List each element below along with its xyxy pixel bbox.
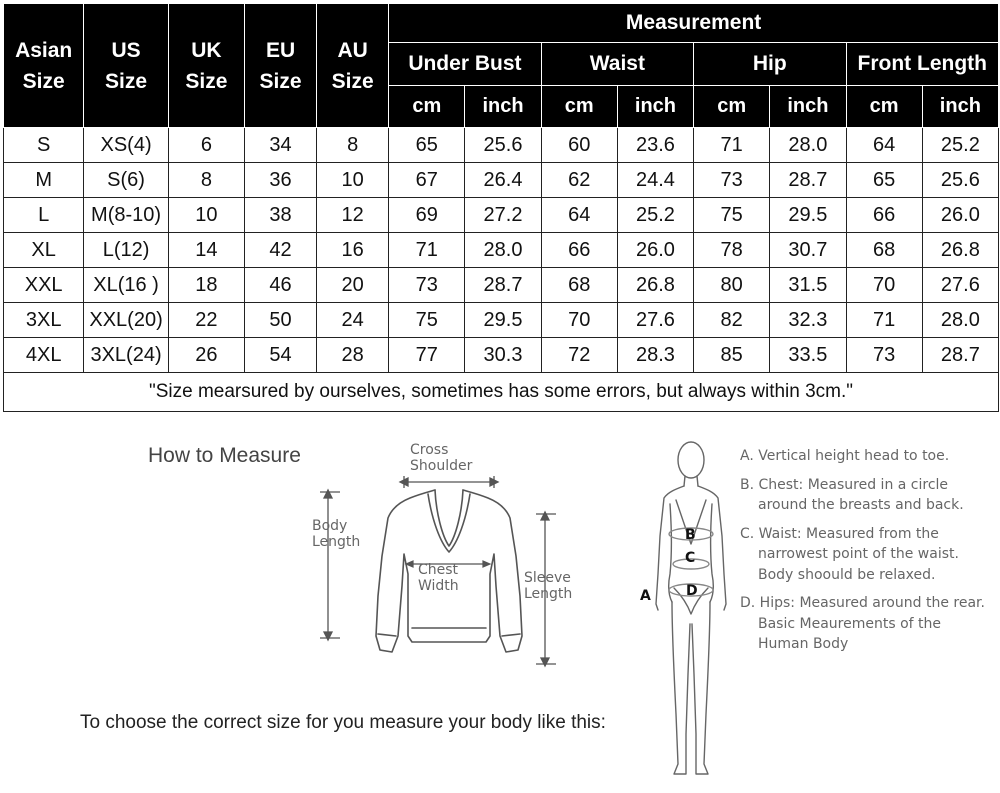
table-body (4, 128, 999, 412)
cell-under-bust-cm: 75 (389, 303, 465, 338)
marker-c: C (685, 550, 696, 566)
cell-eu-size: 54 (245, 338, 317, 373)
header-eu-size: EU Size (245, 4, 317, 128)
cell-hip-cm: 80 (694, 268, 770, 303)
cell-front-length-inch: 26.0 (922, 198, 998, 233)
cell-uk-size: 18 (168, 268, 244, 303)
header-asian-size: Asian Size (4, 4, 84, 128)
table-row (4, 303, 999, 338)
cell-front-length-inch: 27.6 (922, 268, 998, 303)
cell-front-length-cm: 73 (846, 338, 922, 373)
cell-us-size: S(6) (84, 163, 168, 198)
cell-au-size: 8 (317, 128, 389, 163)
cell-waist-cm: 72 (541, 338, 617, 373)
cell-au-size: 16 (317, 233, 389, 268)
garment-diagram (300, 436, 600, 676)
cell-uk-size: 8 (168, 163, 244, 198)
header-au-size: AU Size (317, 4, 389, 128)
cell-au-size: 12 (317, 198, 389, 233)
cell-front-length-inch: 25.2 (922, 128, 998, 163)
marker-a: A (640, 588, 651, 604)
cell-hip-inch: 32.3 (770, 303, 846, 338)
cell-hip-cm: 73 (694, 163, 770, 198)
chest-width-label-2: Width (418, 578, 459, 594)
cell-hip-inch: 29.5 (770, 198, 846, 233)
header-unit-cm: cm (694, 86, 770, 128)
legend-item-c: C. Waist: Measured from the narrowest point of the waist. Body shoould be relaxed. (740, 525, 959, 583)
cell-front-length-inch: 28.0 (922, 303, 998, 338)
header-measurement: Measurement (389, 4, 999, 43)
cell-front-length-cm: 64 (846, 128, 922, 163)
cell-waist-cm: 66 (541, 233, 617, 268)
cell-front-length-cm: 70 (846, 268, 922, 303)
cell-front-length-cm: 71 (846, 303, 922, 338)
header-unit-inch: inch (922, 86, 998, 128)
cell-waist-cm: 62 (541, 163, 617, 198)
cell-under-bust-cm: 67 (389, 163, 465, 198)
cell-under-bust-inch: 28.0 (465, 233, 541, 268)
table-row (4, 163, 999, 198)
cell-uk-size: 10 (168, 198, 244, 233)
header-unit-cm: cm (541, 86, 617, 128)
header-front-length: Front Length (846, 43, 999, 86)
cell-waist-cm: 68 (541, 268, 617, 303)
marker-d: D (686, 583, 698, 599)
cell-hip-cm: 71 (694, 128, 770, 163)
cell-eu-size: 38 (245, 198, 317, 233)
cell-front-length-cm: 66 (846, 198, 922, 233)
sleeve-length-label-1: Sleeve (524, 570, 571, 586)
header-unit-inch: inch (617, 86, 693, 128)
cell-us-size: XXL(20) (84, 303, 168, 338)
cell-waist-inch: 23.6 (617, 128, 693, 163)
header-hip: Hip (694, 43, 846, 86)
cross-shoulder-label-1: Cross (410, 442, 449, 458)
how-to-measure-title: How to Measure (148, 444, 301, 467)
cell-hip-inch: 31.5 (770, 268, 846, 303)
cell-waist-cm: 70 (541, 303, 617, 338)
table-header (4, 4, 999, 128)
cell-us-size: M(8-10) (84, 198, 168, 233)
cell-uk-size: 6 (168, 128, 244, 163)
cell-hip-cm: 78 (694, 233, 770, 268)
marker-b: B (685, 527, 696, 543)
cell-hip-cm: 82 (694, 303, 770, 338)
cell-front-length-inch: 26.8 (922, 233, 998, 268)
cell-front-length-inch: 25.6 (922, 163, 998, 198)
cell-eu-size: 42 (245, 233, 317, 268)
cell-waist-inch: 26.8 (617, 268, 693, 303)
cell-asian-size: S (4, 128, 84, 163)
cell-eu-size: 46 (245, 268, 317, 303)
cell-au-size: 28 (317, 338, 389, 373)
cell-waist-inch: 25.2 (617, 198, 693, 233)
cross-shoulder-label-2: Shoulder (410, 458, 473, 474)
cell-under-bust-inch: 26.4 (465, 163, 541, 198)
cell-asian-size: XXL (4, 268, 84, 303)
cell-under-bust-inch: 27.2 (465, 198, 541, 233)
cell-under-bust-inch: 29.5 (465, 303, 541, 338)
cell-waist-inch: 28.3 (617, 338, 693, 373)
header-uk-size: UK Size (168, 4, 244, 128)
header-under-bust: Under Bust (389, 43, 541, 86)
header-unit-inch: inch (465, 86, 541, 128)
table-row (4, 128, 999, 163)
legend-item-b: B. Chest: Measured in a circle around the breasts and back. (740, 476, 964, 513)
header-unit-cm: cm (389, 86, 465, 128)
cell-asian-size: 3XL (4, 303, 84, 338)
cell-eu-size: 36 (245, 163, 317, 198)
header-unit-cm: cm (846, 86, 922, 128)
cell-under-bust-cm: 71 (389, 233, 465, 268)
cell-asian-size: L (4, 198, 84, 233)
body-length-label-2: Length (312, 534, 361, 550)
header-us-size: US Size (84, 4, 168, 128)
header-waist: Waist (541, 43, 693, 86)
cell-au-size: 10 (317, 163, 389, 198)
cell-waist-inch: 27.6 (617, 303, 693, 338)
cell-eu-size: 34 (245, 128, 317, 163)
cell-waist-inch: 24.4 (617, 163, 693, 198)
cell-waist-cm: 64 (541, 198, 617, 233)
cell-front-length-inch: 28.7 (922, 338, 998, 373)
cell-us-size: L(12) (84, 233, 168, 268)
cell-under-bust-inch: 28.7 (465, 268, 541, 303)
body-figure-diagram (636, 434, 736, 790)
cell-uk-size: 26 (168, 338, 244, 373)
cell-hip-cm: 85 (694, 338, 770, 373)
body-length-label-1: Body (312, 518, 348, 534)
chest-width-label-1: Chest (418, 562, 459, 578)
choose-size-instruction: To choose the correct size for you measure your body like this: (80, 712, 606, 733)
cell-hip-inch: 33.5 (770, 338, 846, 373)
size-chart-table (3, 3, 999, 412)
table-row (4, 338, 999, 373)
cell-under-bust-inch: 25.6 (465, 128, 541, 163)
cell-hip-inch: 30.7 (770, 233, 846, 268)
table-row (4, 233, 999, 268)
cell-front-length-cm: 65 (846, 163, 922, 198)
cell-hip-inch: 28.7 (770, 163, 846, 198)
cell-asian-size: M (4, 163, 84, 198)
cell-us-size: XL(16 ) (84, 268, 168, 303)
cell-waist-inch: 26.0 (617, 233, 693, 268)
cell-uk-size: 14 (168, 233, 244, 268)
cell-hip-cm: 75 (694, 198, 770, 233)
cell-under-bust-inch: 30.3 (465, 338, 541, 373)
cell-asian-size: XL (4, 233, 84, 268)
cell-front-length-cm: 68 (846, 233, 922, 268)
legend-item-a: A. Vertical height head to toe. (740, 448, 950, 464)
cell-au-size: 20 (317, 268, 389, 303)
cell-us-size: XS(4) (84, 128, 168, 163)
cell-under-bust-cm: 77 (389, 338, 465, 373)
legend-item-d: D. Hips: Measured around the rear. Basic Meaurements of the Human Body (740, 595, 985, 652)
cell-eu-size: 50 (245, 303, 317, 338)
table-note: "Size mearsured by ourselves, sometimes has some errors, but always within 3cm." (4, 373, 999, 412)
cell-uk-size: 22 (168, 303, 244, 338)
cell-under-bust-cm: 65 (389, 128, 465, 163)
cell-waist-cm: 60 (541, 128, 617, 163)
cell-au-size: 24 (317, 303, 389, 338)
measurement-legend (740, 446, 990, 663)
header-unit-inch: inch (770, 86, 846, 128)
cell-us-size: 3XL(24) (84, 338, 168, 373)
cell-asian-size: 4XL (4, 338, 84, 373)
cell-hip-inch: 28.0 (770, 128, 846, 163)
cell-under-bust-cm: 73 (389, 268, 465, 303)
cell-under-bust-cm: 69 (389, 198, 465, 233)
table-row (4, 198, 999, 233)
table-row (4, 268, 999, 303)
sleeve-length-label-2: Length (524, 586, 573, 602)
